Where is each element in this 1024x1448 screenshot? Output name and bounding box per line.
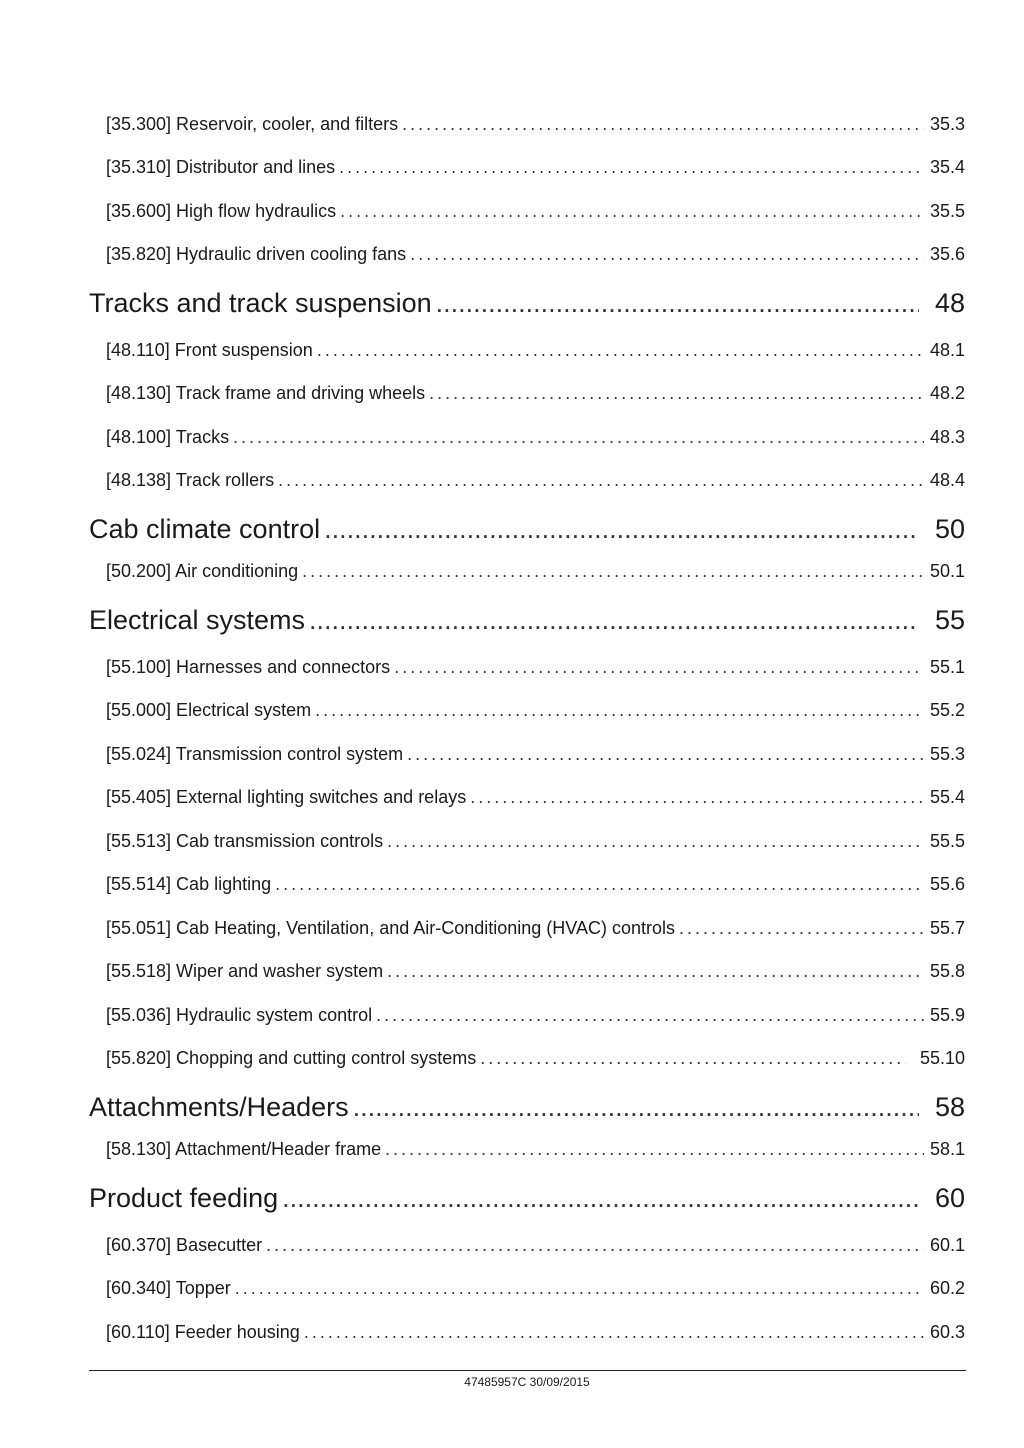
toc-section-page: 58 bbox=[934, 1092, 965, 1122]
toc-section[interactable] bbox=[89, 605, 965, 636]
toc-entry-page: 35.6 bbox=[929, 244, 965, 264]
toc-entry-label: [48.138] Track rollers bbox=[106, 470, 275, 490]
toc-section-title: Electrical systems bbox=[89, 605, 306, 635]
toc-entry-page: 60.1 bbox=[929, 1235, 965, 1255]
toc-entry[interactable] bbox=[106, 657, 965, 678]
toc-entry-label: [60.370] Basecutter bbox=[106, 1235, 263, 1255]
toc-section-title: Tracks and track suspension bbox=[89, 288, 432, 318]
toc-entry[interactable] bbox=[106, 157, 965, 178]
toc-entry-label: [35.600] High flow hydraulics bbox=[106, 201, 337, 221]
toc-entry[interactable] bbox=[106, 1278, 965, 1299]
dot-leader bbox=[266, 1235, 924, 1256]
toc-entry-page: 35.4 bbox=[929, 157, 965, 177]
toc-entry-page: 55.9 bbox=[929, 1005, 965, 1025]
toc-entry-label: [58.130] Attachment/Header frame bbox=[106, 1139, 382, 1159]
toc-entry[interactable] bbox=[106, 961, 965, 982]
dot-leader bbox=[436, 288, 919, 319]
toc-entry-label: [55.100] Harnesses and connectors bbox=[106, 657, 391, 677]
toc-entry[interactable] bbox=[106, 201, 965, 222]
toc-entry-page: 35.5 bbox=[929, 201, 965, 221]
dot-leader bbox=[339, 157, 924, 178]
dot-leader bbox=[385, 1139, 924, 1160]
toc-section-title: Cab climate control bbox=[89, 514, 321, 544]
footer-doc-id: 47485957C 30/09/2015 bbox=[464, 1375, 590, 1389]
toc-entry-label: [55.513] Cab transmission controls bbox=[106, 831, 384, 851]
toc-entry[interactable] bbox=[106, 1048, 965, 1069]
toc-entry[interactable] bbox=[106, 1139, 965, 1160]
toc-entry-label: [55.518] Wiper and washer system bbox=[106, 961, 384, 981]
toc-entry-page: 55.4 bbox=[929, 787, 965, 807]
dot-leader bbox=[278, 470, 924, 491]
toc-entry-label: [55.036] Hydraulic system control bbox=[106, 1005, 373, 1025]
toc-entry-label: [55.051] Cab Heating, Ventilation, and Air-Conditioning (HVAC) controls bbox=[106, 918, 675, 938]
dot-leader bbox=[402, 114, 924, 135]
toc-entry-page: 55.7 bbox=[929, 918, 965, 938]
toc-entry-page: 55.5 bbox=[929, 831, 965, 851]
toc-entry[interactable] bbox=[106, 470, 965, 491]
toc-entry-label: [60.110] Feeder housing bbox=[106, 1322, 300, 1342]
toc-entry-page: 55.10 bbox=[919, 1048, 965, 1068]
toc-entry[interactable] bbox=[106, 744, 965, 765]
footer-divider bbox=[89, 1370, 966, 1371]
dot-leader bbox=[387, 961, 924, 982]
toc-entry[interactable] bbox=[106, 874, 965, 895]
dot-leader bbox=[324, 514, 919, 545]
toc-entry-label: [35.300] Reservoir, cooler, and filters bbox=[106, 114, 399, 134]
toc-entry-page: 48.4 bbox=[929, 470, 965, 490]
toc-entry[interactable] bbox=[106, 1322, 965, 1343]
toc-entry[interactable] bbox=[106, 1005, 965, 1026]
toc-entry[interactable] bbox=[106, 787, 965, 808]
toc-entry-page: 35.3 bbox=[929, 114, 965, 134]
toc-entry-page: 60.2 bbox=[929, 1278, 965, 1298]
toc-entry[interactable] bbox=[106, 427, 965, 448]
dot-leader bbox=[315, 700, 924, 721]
toc-section-page: 48 bbox=[934, 288, 965, 318]
toc-entry-label: [55.000] Electrical system bbox=[106, 700, 312, 720]
dot-leader bbox=[353, 1092, 919, 1123]
dot-leader bbox=[302, 561, 924, 582]
dot-leader bbox=[470, 787, 924, 808]
toc-entry-page: 58.1 bbox=[929, 1139, 965, 1159]
toc-entry[interactable] bbox=[106, 831, 965, 852]
dot-leader bbox=[480, 1048, 906, 1069]
toc-entry-page: 48.3 bbox=[929, 427, 965, 447]
dot-leader bbox=[679, 918, 924, 939]
toc-section[interactable] bbox=[89, 1183, 965, 1214]
dot-leader bbox=[309, 605, 919, 636]
toc-entry-label: [60.340] Topper bbox=[106, 1278, 231, 1298]
toc-entry[interactable] bbox=[106, 561, 965, 582]
toc-section[interactable] bbox=[89, 1092, 965, 1123]
dot-leader bbox=[340, 201, 924, 222]
toc-entry[interactable] bbox=[106, 114, 965, 135]
toc-entry[interactable] bbox=[106, 1235, 965, 1256]
toc-entry-label: [48.100] Tracks bbox=[106, 427, 230, 447]
dot-leader bbox=[387, 831, 924, 852]
toc-entry-label: [50.200] Air conditioning bbox=[106, 561, 299, 581]
toc-entry-page: 48.2 bbox=[929, 383, 965, 403]
dot-leader bbox=[410, 244, 924, 265]
toc-entry-label: [55.405] External lighting switches and relays bbox=[106, 787, 467, 807]
toc-entry[interactable] bbox=[106, 700, 965, 721]
toc-entry[interactable] bbox=[106, 244, 965, 265]
toc-entry-label: [55.024] Transmission control system bbox=[106, 744, 404, 764]
toc-entry-page: 55.8 bbox=[929, 961, 965, 981]
toc-entry[interactable] bbox=[106, 918, 965, 939]
toc-entry-label: [55.820] Chopping and cutting control systems bbox=[106, 1048, 477, 1068]
toc-entry-page: 55.3 bbox=[929, 744, 965, 764]
dot-leader bbox=[282, 1183, 919, 1214]
toc-entry-label: [55.514] Cab lighting bbox=[106, 874, 272, 894]
toc-entry-page: 55.2 bbox=[929, 700, 965, 720]
toc-entry-label: [48.130] Track frame and driving wheels bbox=[106, 383, 426, 403]
dot-leader bbox=[429, 383, 924, 404]
toc-entry-label: [35.820] Hydraulic driven cooling fans bbox=[106, 244, 407, 264]
toc-entry-label: [48.110] Front suspension bbox=[106, 340, 313, 360]
toc-section-page: 60 bbox=[934, 1183, 965, 1213]
toc-section-page: 55 bbox=[934, 605, 965, 635]
dot-leader bbox=[275, 874, 924, 895]
dot-leader bbox=[394, 657, 924, 678]
toc-entry-page: 60.3 bbox=[929, 1322, 965, 1342]
toc-section-title: Attachments/Headers bbox=[89, 1092, 349, 1122]
dot-leader bbox=[304, 1322, 924, 1343]
toc-entry-page: 48.1 bbox=[929, 340, 965, 360]
toc-section-title: Product feeding bbox=[89, 1183, 279, 1213]
toc-entry[interactable] bbox=[106, 340, 965, 361]
dot-leader bbox=[233, 427, 924, 448]
dot-leader bbox=[376, 1005, 924, 1026]
toc-entry-page: 55.1 bbox=[929, 657, 965, 677]
toc-section[interactable] bbox=[89, 514, 965, 545]
toc-section[interactable] bbox=[89, 288, 965, 319]
dot-leader bbox=[235, 1278, 924, 1299]
dot-leader bbox=[317, 340, 924, 361]
toc-section-page: 50 bbox=[934, 514, 965, 544]
toc-entry[interactable] bbox=[106, 383, 965, 404]
toc-entry-page: 50.1 bbox=[929, 561, 965, 581]
toc-entry-page: 55.6 bbox=[929, 874, 965, 894]
dot-leader bbox=[407, 744, 924, 765]
toc-entry-label: [35.310] Distributor and lines bbox=[106, 157, 336, 177]
